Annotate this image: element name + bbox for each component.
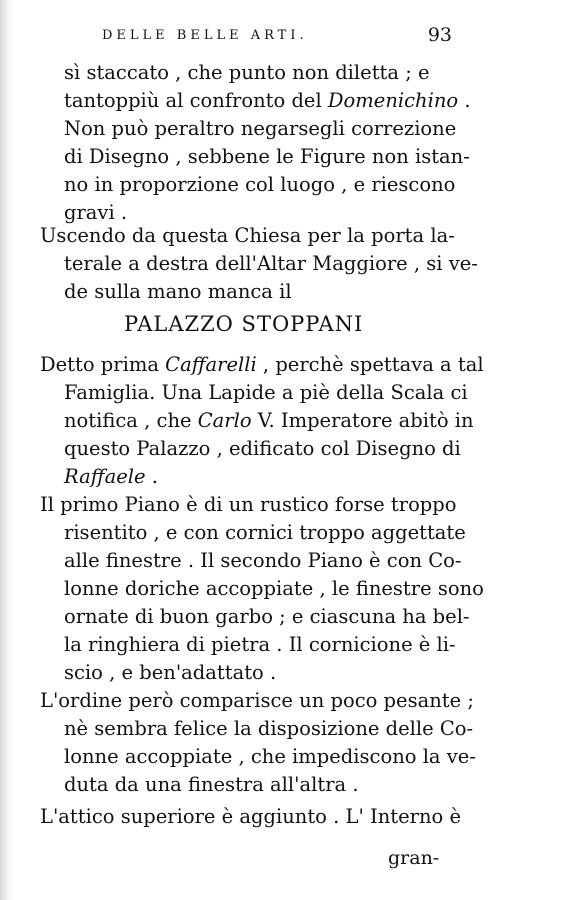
text-line: Raffaele . — [64, 465, 158, 488]
italic-name: Raffaele — [64, 465, 146, 488]
text-line: Famiglia. Una Lapide a piè della Scala ci — [64, 381, 468, 404]
running-title: DELLE BELLE ARTI. — [102, 28, 308, 43]
text-line: ornate di buon garbo ; e ciascuna ha bel- — [64, 605, 470, 628]
book-page — [18, 0, 558, 900]
text-line: sì staccato , che punto non diletta ; e — [64, 61, 430, 84]
text-line: duta da una finestra all'altra . — [64, 773, 359, 796]
text-line: Uscendo da questa Chiesa per la porta la- — [40, 224, 455, 247]
text-line: alle finestre . Il secondo Piano è con Co- — [64, 549, 462, 572]
text-line: L'attico superiore è aggiunto . L' Interno è — [40, 805, 462, 828]
page-gutter-shadow — [0, 0, 14, 900]
text-line: no in proporzione col luogo , e riescono — [64, 173, 456, 196]
text-line: Detto prima Caffarelli , perchè spettava a tal — [40, 353, 484, 376]
text-line: lonne doriche accoppiate , le finestre sono — [64, 577, 484, 600]
text-line: di Disegno , sebbene le Figure non istan- — [64, 145, 470, 168]
text-line: la ringhiera di pietra . Il cornicione è li- — [64, 633, 456, 656]
text-line: de sulla mano manca il — [64, 280, 292, 303]
text-line: nè sembra felice la disposizione delle Co- — [64, 717, 474, 740]
text-line: Non può peraltro negarsegli correzione — [64, 117, 457, 140]
text-line: scio , e ben'adattato . — [64, 661, 277, 684]
italic-name: Carlo — [197, 409, 252, 432]
text-line: questo Palazzo , edificato col Disegno di — [64, 437, 461, 460]
running-header — [102, 24, 452, 46]
text-line: risentito , e con cornici troppo aggettate — [64, 521, 466, 544]
italic-name: Caffarelli — [165, 353, 257, 376]
text-line: gravi . — [64, 201, 128, 224]
text-line: tantoppiù al confronto del Domenichino . — [64, 89, 471, 112]
text-line: lonne accoppiate , che impediscono la ve- — [64, 745, 476, 768]
italic-name: Domenichino — [327, 89, 459, 112]
text-line: notifica , che Carlo V. Imperatore abitò in — [64, 409, 474, 432]
section-title: PALAZZO STOPPANI — [124, 312, 364, 336]
text-line: Il primo Piano è di un rustico forse troppo — [40, 493, 457, 516]
text-line: L'ordine però comparisce un poco pesante ; — [40, 689, 474, 712]
catchword: gran- — [388, 847, 440, 869]
text-line: terale a destra dell'Altar Maggiore , si ve- — [64, 252, 478, 275]
page-number: 93 — [427, 24, 452, 46]
